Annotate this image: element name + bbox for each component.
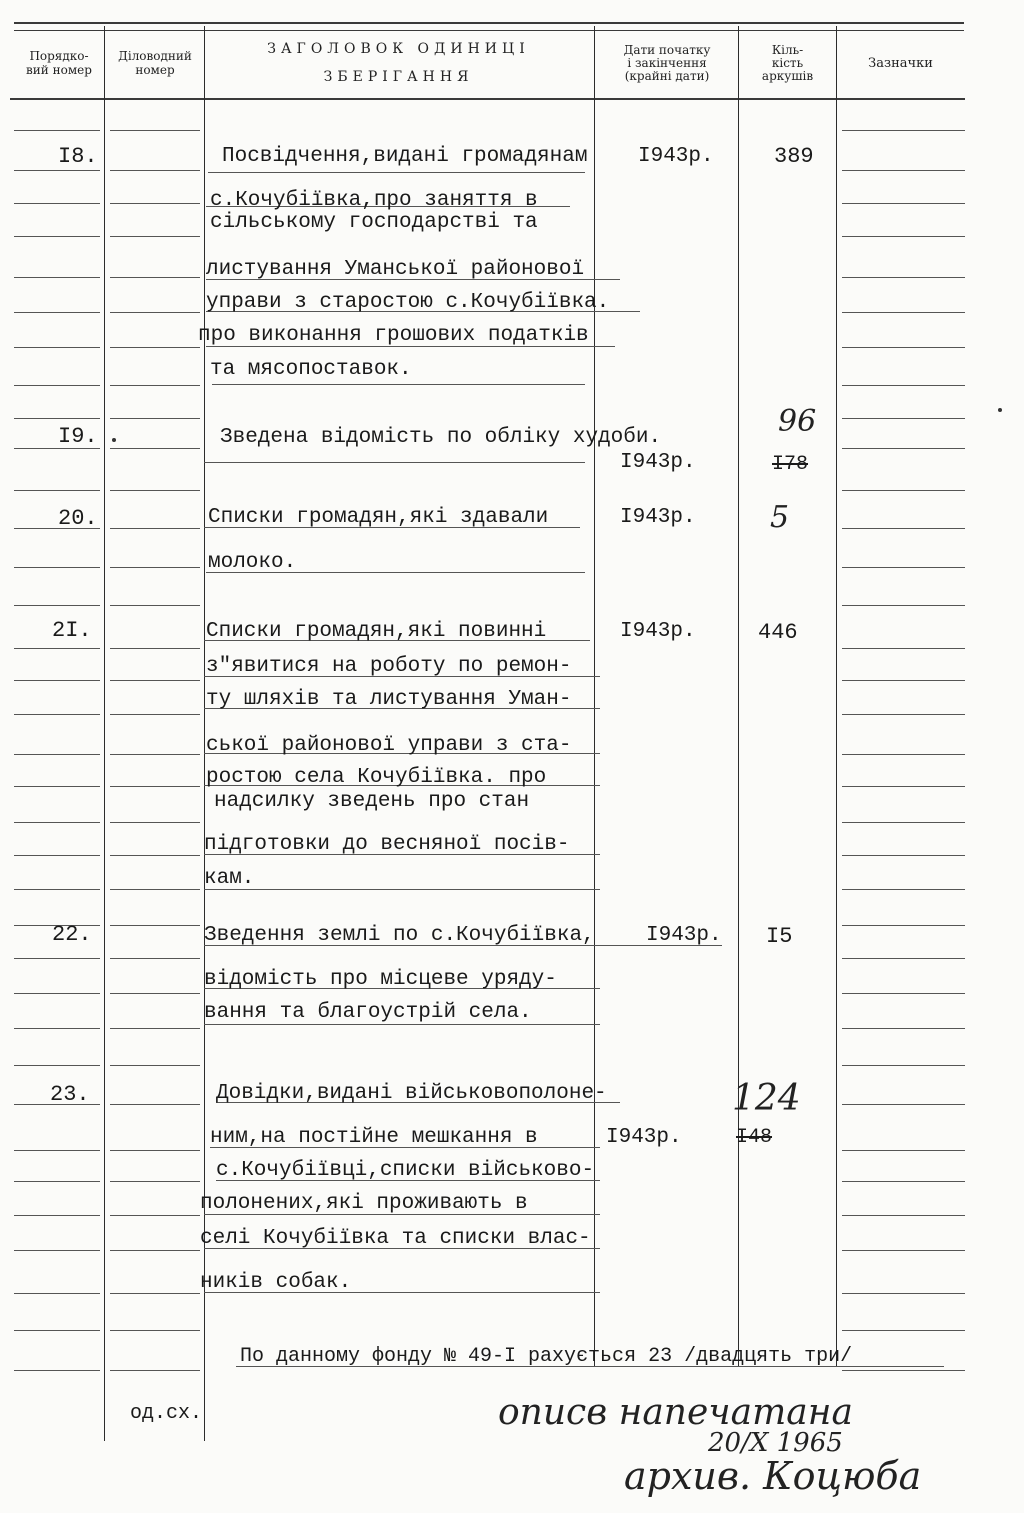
entry-date: I943р. xyxy=(620,620,696,643)
ruled-line xyxy=(842,1293,965,1294)
ruled-line xyxy=(842,754,965,755)
ruled-line xyxy=(110,1293,200,1294)
entry-number: 20. xyxy=(58,506,98,531)
ruled-line xyxy=(842,448,965,449)
entry-sheets-handwritten: 5 xyxy=(770,500,790,535)
entry-sheets: I5 xyxy=(766,924,793,949)
ruled-line xyxy=(14,1250,100,1251)
ruled-line xyxy=(110,714,200,715)
ruled-line xyxy=(842,130,965,131)
ruled-line xyxy=(842,170,965,171)
ruled-line xyxy=(842,277,965,278)
ruled-line xyxy=(842,1150,965,1151)
ruled-line xyxy=(14,822,100,823)
header-sheets: Кіль- кість аркушів xyxy=(761,42,814,83)
ruled-line xyxy=(14,170,100,171)
margin-mark xyxy=(998,408,1002,412)
ruled-line xyxy=(842,490,965,491)
ruled-line xyxy=(842,1065,965,1066)
ruled-line xyxy=(110,418,200,419)
ruled-line xyxy=(110,567,200,568)
handwritten-signature: архив. Коцюба xyxy=(624,1454,922,1498)
ruled-line xyxy=(110,680,200,681)
entry-text-line: та мясопоставок. xyxy=(210,358,412,381)
ruled-line xyxy=(842,889,965,890)
header-number: Порядко- вий номер xyxy=(26,49,92,77)
ruled-line xyxy=(842,1104,965,1105)
ruled-line xyxy=(14,648,100,649)
entry-text-line: управи з старостою с.Кочубіївка. xyxy=(206,291,610,314)
handwritten-date: 20/X 1965 xyxy=(708,1428,843,1458)
ruled-line xyxy=(110,1330,200,1331)
ruled-line xyxy=(14,347,100,348)
entry-text-line: Списки громадян,які здавали xyxy=(208,506,549,529)
entry-text-line: підготовки до весняної посів- xyxy=(204,833,570,856)
ruled-line xyxy=(14,385,100,386)
ruled-line xyxy=(842,786,965,787)
entry-date: I943р. xyxy=(638,145,714,168)
ruled-line xyxy=(14,1370,100,1371)
entry-sheets-handwritten: 96 xyxy=(778,404,817,439)
ruled-line xyxy=(842,1181,965,1182)
ruled-line xyxy=(110,170,200,171)
entry-text-line: ростою села Кочубіївка. про xyxy=(206,766,547,789)
ruled-line xyxy=(842,648,965,649)
ruled-line xyxy=(110,648,200,649)
entry-text-line: молоко. xyxy=(208,551,297,574)
ruled-line xyxy=(842,312,965,313)
entry-text-line: кам. xyxy=(204,867,255,890)
ruled-line xyxy=(110,605,200,606)
entry-text-line: Зведена відомість по обліку худоби. xyxy=(220,426,662,449)
entry-number: 23. xyxy=(50,1082,90,1107)
ruled-line xyxy=(110,490,200,491)
ruled-line xyxy=(110,528,200,529)
ruled-line xyxy=(110,312,200,313)
column-divider xyxy=(738,26,739,1366)
entry-text-line: полонених,які проживають в xyxy=(200,1192,528,1215)
margin-mark xyxy=(112,438,116,442)
ruled-line xyxy=(842,1215,965,1216)
ruled-line xyxy=(842,1370,965,1371)
entry-date: I943р. xyxy=(606,1126,682,1149)
ruled-line xyxy=(110,855,200,856)
ruled-line xyxy=(14,418,100,419)
ruled-line xyxy=(110,1150,200,1151)
header-delovodny: Діловодний номер xyxy=(118,49,192,77)
ruled-line xyxy=(110,1250,200,1251)
entry-text-line: селі Кочубіївка та списки влас- xyxy=(200,1227,591,1250)
header-dates: Дати початку і закінчення (крайні дати) xyxy=(623,42,711,83)
entry-sheets: 389 xyxy=(774,144,814,169)
entry-text-line: с.Кочубіївка,про заняття в xyxy=(210,189,538,212)
ruled-line xyxy=(14,1028,100,1029)
entry-sheets-old: I48 xyxy=(736,1126,773,1149)
fund-total-note: По данному фонду № 49-I рахується 23 /двадцять три/ xyxy=(240,1345,853,1368)
ruled-line xyxy=(842,993,965,994)
top-rule-2 xyxy=(14,30,964,31)
ruled-line xyxy=(842,714,965,715)
text-underline xyxy=(208,172,585,173)
ruled-line xyxy=(842,958,965,959)
ruled-line xyxy=(14,958,100,959)
ruled-line xyxy=(110,1215,200,1216)
ruled-line xyxy=(842,855,965,856)
ruled-line xyxy=(110,822,200,823)
entry-number: 22. xyxy=(52,922,92,947)
ruled-line xyxy=(14,312,100,313)
ruled-line xyxy=(14,1215,100,1216)
ruled-line xyxy=(110,889,200,890)
ruled-line xyxy=(14,236,100,237)
header-bottom-rule xyxy=(10,98,965,100)
ruled-line xyxy=(842,418,965,419)
ruled-line xyxy=(110,448,200,449)
ruled-line xyxy=(110,236,200,237)
entry-text-line: з"явитися на роботу по ремон- xyxy=(206,655,572,678)
entry-sheets-handwritten: 124 xyxy=(732,1078,801,1119)
ruled-line xyxy=(110,786,200,787)
entry-date: I943р. xyxy=(646,924,722,947)
entry-text-line: ту шляхів та листування Уман- xyxy=(206,688,572,711)
ruled-line xyxy=(14,1330,100,1331)
ruled-line xyxy=(842,1330,965,1331)
entry-text-line: Довідки,видані військовополоне- xyxy=(216,1082,607,1105)
ruled-line xyxy=(110,130,200,131)
entry-text-line: Списки громадян,які повинні xyxy=(206,620,547,643)
handwritten-note: описв напечатана xyxy=(498,1392,853,1433)
entry-text-line: с.Кочубіївці,списки військово- xyxy=(216,1159,595,1182)
ruled-line xyxy=(14,567,100,568)
ruled-line xyxy=(842,528,965,529)
ruled-line xyxy=(842,1028,965,1029)
ruled-line xyxy=(842,605,965,606)
ruled-line xyxy=(842,347,965,348)
od-sh-label: од.сх. xyxy=(130,1402,203,1425)
entry-sheets-old: I78 xyxy=(772,453,809,476)
text-underline xyxy=(204,462,585,463)
ruled-line xyxy=(110,1370,200,1371)
ruled-line xyxy=(14,1293,100,1294)
ruled-line xyxy=(110,347,200,348)
entry-number: I8. xyxy=(58,144,98,169)
ruled-line xyxy=(842,1250,965,1251)
ruled-line xyxy=(14,680,100,681)
ruled-line xyxy=(14,714,100,715)
ruled-line xyxy=(842,385,965,386)
ruled-line xyxy=(842,822,965,823)
entry-text-line: про виконання грошових податків xyxy=(198,324,589,347)
header-notes: Зазначки xyxy=(868,55,933,71)
ruled-line xyxy=(842,567,965,568)
ruled-line xyxy=(842,925,965,926)
ruled-line xyxy=(14,889,100,890)
entry-text-line: Зведення землі по с.Кочубіївка, xyxy=(204,924,595,947)
ruled-line xyxy=(14,786,100,787)
ruled-line xyxy=(14,605,100,606)
ruled-line xyxy=(110,1065,200,1066)
ruled-line xyxy=(842,236,965,237)
top-rule xyxy=(14,22,964,24)
entry-date: I943р. xyxy=(620,451,696,474)
column-divider xyxy=(836,26,837,1366)
entry-text-line: відомість про місцеве уряду- xyxy=(204,968,557,991)
text-underline xyxy=(204,889,600,890)
entry-text-line: Посвідчення,видані громадянам xyxy=(222,145,588,168)
entry-text-line: листування Уманської районової xyxy=(206,258,585,281)
ruled-line xyxy=(14,1181,100,1182)
entry-text-line: ської районової управи з ста- xyxy=(206,734,572,757)
ruled-line xyxy=(110,385,200,386)
ruled-line xyxy=(110,993,200,994)
ruled-line xyxy=(14,203,100,204)
ruled-line xyxy=(14,855,100,856)
ruled-line xyxy=(110,754,200,755)
entry-text-line: сільському господарстві та xyxy=(210,211,538,234)
ruled-line xyxy=(842,203,965,204)
ruled-line xyxy=(14,1150,100,1151)
entry-sheets: 446 xyxy=(758,620,798,645)
ruled-line xyxy=(110,958,200,959)
ruled-line xyxy=(14,754,100,755)
ruled-line xyxy=(110,277,200,278)
ruled-line xyxy=(110,1028,200,1029)
ruled-line xyxy=(110,203,200,204)
entry-text-line: ників собак. xyxy=(200,1271,352,1294)
ruled-line xyxy=(110,1181,200,1182)
entry-number: 2I. xyxy=(52,618,92,643)
entry-date: I943р. xyxy=(620,506,696,529)
text-underline xyxy=(212,384,585,385)
ruled-line xyxy=(14,130,100,131)
entry-text-line: ним,на постійне мешкання в xyxy=(210,1126,538,1149)
ruled-line xyxy=(842,680,965,681)
entry-number: I9. xyxy=(58,424,98,449)
column-divider xyxy=(104,26,105,1441)
entry-text-line: вання та благоустрій села. xyxy=(204,1001,532,1024)
ruled-line xyxy=(14,993,100,994)
ruled-line xyxy=(110,925,200,926)
header-title: ЗАГОЛОВОК ОДИНИЦІ ЗБЕРІГАННЯ xyxy=(267,41,530,85)
entry-text-line: надсилку зведень про стан xyxy=(214,790,530,813)
ruled-line xyxy=(14,490,100,491)
ruled-line xyxy=(14,277,100,278)
ruled-line xyxy=(14,1065,100,1066)
ruled-line xyxy=(110,1104,200,1105)
column-divider xyxy=(594,26,595,1366)
